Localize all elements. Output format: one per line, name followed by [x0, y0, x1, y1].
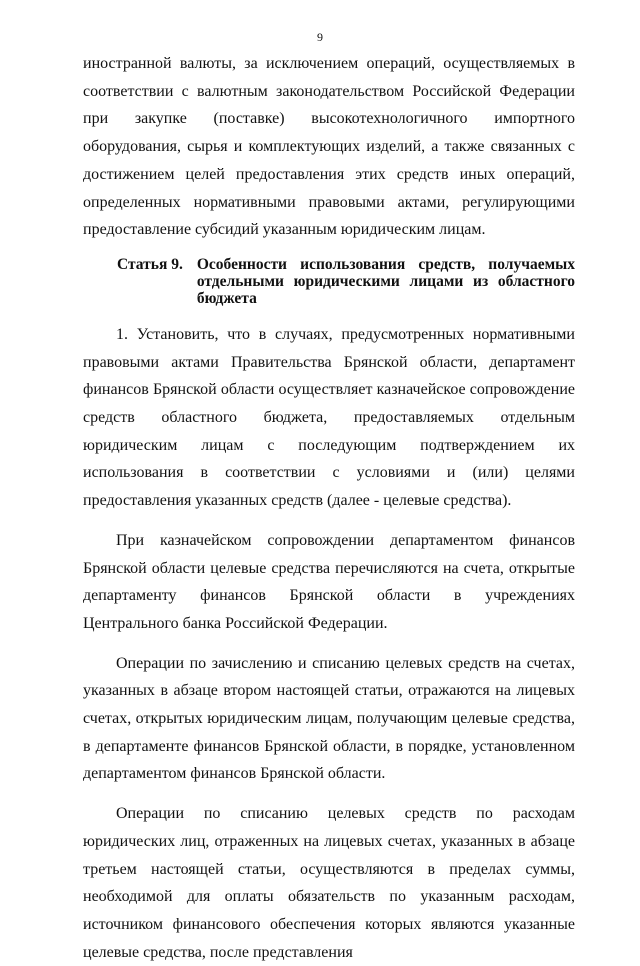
paragraph-2: При казначейском сопровождении департаментом финансов Брянской области целевые средства перечисляются на счета, открытые департаменту финансов Брянской области в учреждениях Центрального банка Российской Федерации. [83, 531, 575, 632]
paragraph-3: Операции по зачислению и списанию целевых средств на счетах, указанных в абзаце втором настоящей статьи, отражаются на лицевых счетах, открытых юридическим лицам, получающим целевые средства, в департаменте финансов Брянской области, в порядке, установленном департаментом финансов Брянской области. [83, 654, 575, 783]
paragraph-4: Операции по списанию целевых средств по расходам юридических лиц, отраженных на лицевых счетах, указанных в абзаце третьем настоящей статьи, осуществляются в пределах суммы, необходимой для оплаты обязательств по указанным расходам, источником финансового обеспечения которых являются указанные целевые средства, после представления [83, 805, 575, 961]
article-heading [83, 256, 575, 307]
article-number: Статья 9. [117, 255, 183, 273]
paragraph-1: 1. Установить, что в случаях, предусмотренных нормативными правовыми актами Правительства Брянской области, департамент финансов Брянской области осуществляет казначейское сопровождение средств областного бюджета, предоставляемых отдельным юридическим лицам с последующим подтверждением их использования в соответствии с условиями и (или) целями предоставления указанных средств (далее - целевые средства). [83, 325, 575, 510]
page-number: 9 [317, 30, 323, 44]
document-body [83, 50, 575, 966]
article-title: Особенности использования средств, получаемых отдельными юридическими лицами из областного бюджета [196, 255, 575, 307]
continued-paragraph: иностранной валюты, за исключением операций, осуществляемых в соответствии с валютным законодательством Российской Федерации при закупке (поставке) высокотехнологичного импортного оборудования, сырья и комплектующих изделий, а также связанных с достижением целей предоставления этих средств иных операций, определенных нормативными правовыми актами, регулирующими предоставление субсидий указанным юридическим лицам. [83, 55, 575, 239]
